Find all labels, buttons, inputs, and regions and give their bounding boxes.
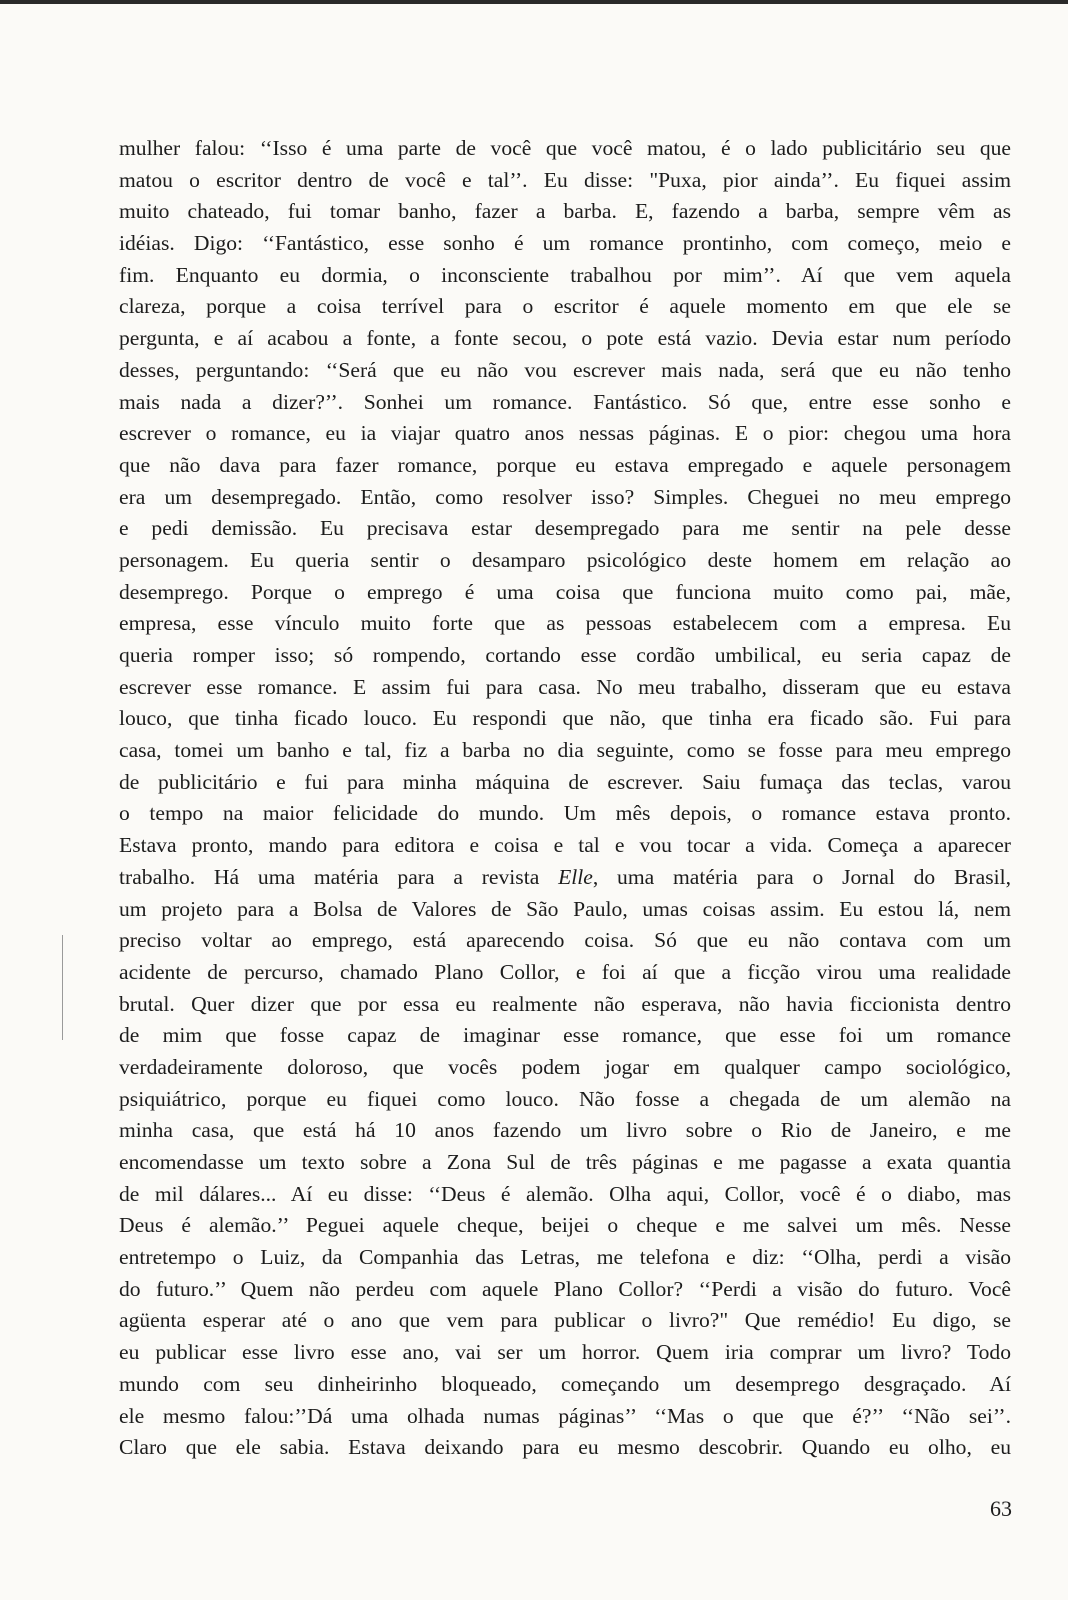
text-line: idéias. Digo: ‘‘Fantástico, esse sonho é um romance prontinho, com começo, meio e xyxy=(119,231,1011,256)
text-line-elle xyxy=(119,862,1011,894)
text-line: e pedi demissão. Eu precisava estar desempregado para me sentir na pele desse xyxy=(119,516,1011,541)
text-line: escrever esse romance. E assim fui para casa. No meu trabalho, disseram que eu estava xyxy=(119,674,1011,699)
text-line: de mim que fosse capaz de imaginar esse romance, que esse foi um romance xyxy=(119,1023,1011,1048)
text-line: era um desempregado. Então, como resolver isso? Simples. Cheguei no meu emprego xyxy=(119,484,1011,509)
text-line: louco, que tinha ficado louco. Eu respondi que não, que tinha era ficado são. Fui para xyxy=(119,706,1011,731)
text-line: Claro que ele sabia. Estava deixando para eu mesmo descobrir. Quando eu olho, eu xyxy=(119,1435,1011,1460)
text-line: pergunta, e aí acabou a fonte, a fonte secou, o pote está vazio. Devia estar num período xyxy=(119,326,1011,351)
text-line: do futuro.’’ Quem não perdeu com aquele Plano Collor? ‘‘Perdi a visão do futuro. Você xyxy=(119,1276,1011,1301)
text-line: mais nada a dizer?’’. Sonhei um romance. Fantástico. Só que, entre esse sonho e xyxy=(119,389,1011,414)
text-line: de mil dálares... Aí eu disse: ‘‘Deus é alemão. Olha aqui, Collor, você é o diabo, mas xyxy=(119,1181,1011,1206)
text-line: verdadeiramente doloroso, que vocês podem jogar em qualquer campo sociológico, xyxy=(119,1054,1011,1079)
text-line: que não dava para fazer romance, porque eu estava empregado e aquele personagem xyxy=(119,452,1011,477)
text-line: Estava pronto, mando para editora e coisa e tal e vou tocar a vida. Começa a aparecer xyxy=(119,833,1011,858)
text-line: empresa, esse vínculo muito forte que as pessoas estabelecem com a empresa. Eu xyxy=(119,611,1011,636)
top-rule xyxy=(0,0,1068,4)
body-text xyxy=(119,133,1011,1464)
text-line: eu publicar esse livro esse ano, vai ser um horror. Quem iria comprar um livro? Todo xyxy=(119,1340,1011,1365)
text-segment: trabalho. Há uma matéria para a revista xyxy=(119,864,559,889)
text-line: acidente de percurso, chamado Plano Collor, e foi aí que a ficção virou uma realidade xyxy=(119,959,1011,984)
text-line: o tempo na maior felicidade do mundo. Um mês depois, o romance estava pronto. xyxy=(119,801,1011,826)
text-line: Deus é alemão.’’ Peguei aquele cheque, beijei o cheque e me salvei um mês. Nesse xyxy=(119,1213,1011,1238)
text-line: fim. Enquanto eu dormia, o inconsciente trabalhou por mim’’. Aí que vem aquela xyxy=(119,262,1011,287)
text-line: desemprego. Porque o emprego é uma coisa que funciona muito como pai, mãe, xyxy=(119,579,1011,604)
text-line: entretempo o Luiz, da Companhia das Letras, me telefona e diz: ‘‘Olha, perdi a visão xyxy=(119,1245,1011,1270)
text-line: desses, perguntando: ‘‘Será que eu não vou escrever mais nada, será que eu não tenho xyxy=(119,357,1011,382)
text-line: mulher falou: ‘‘Isso é uma parte de você que você matou, é o lado publicitário seu que xyxy=(119,136,1011,160)
text-line: mundo com seu dinheirinho bloqueado, começando um desemprego desgraçado. Aí xyxy=(119,1371,1011,1396)
text-line: personagem. Eu queria sentir o desamparo psicológico deste homem em relação ao xyxy=(119,547,1011,572)
text-line: matou o escritor dentro de você e tal’’. Eu disse: "Puxa, pior ainda’’. Eu fiquei assim xyxy=(119,167,1011,192)
text-line: ele mesmo falou:’’Dá uma olhada numas páginas’’ ‘‘Mas o que que é?’’ ‘‘Não sei’’. xyxy=(119,1403,1011,1428)
text-line: clareza, porque a coisa terrível para o escritor é aquele momento em que ele se xyxy=(119,294,1011,319)
text-line: muito chateado, fui tomar banho, fazer a barba. E, fazendo a barba, sempre vêm as xyxy=(119,199,1011,224)
text-line: minha casa, que está há 10 anos fazendo um livro sobre o Rio de Janeiro, e me xyxy=(119,1118,1011,1143)
text-segment: , uma matéria para o Jornal do Brasil, xyxy=(592,864,1011,889)
margin-mark xyxy=(62,935,63,1040)
text-line: agüenta esperar até o ano que vem para publicar o livro?" Que remédio! Eu digo, se xyxy=(119,1308,1011,1333)
text-line: casa, tomei um banho e tal, fiz a barba no dia seguinte, como se fosse para meu emprego xyxy=(119,738,1011,763)
magazine-title: Elle xyxy=(558,864,593,889)
text-line: de publicitário e fui para minha máquina de escrever. Saiu fumaça das teclas, varou xyxy=(119,769,1011,794)
page-number: 63 xyxy=(990,1496,1012,1521)
text-line: queria romper isso; só rompendo, cortando esse cordão umbilical, eu seria capaz de xyxy=(119,643,1011,667)
text-line: encomendasse um texto sobre a Zona Sul de três páginas e me pagasse a exata quantia xyxy=(119,1150,1011,1174)
text-line: brutal. Quer dizer que por essa eu realmente não esperava, não havia ficcionista dentro xyxy=(119,991,1011,1016)
text-line: psiquiátrico, porque eu fiquei como louco. Não fosse a chegada de um alemão na xyxy=(119,1086,1011,1111)
text-line: um projeto para a Bolsa de Valores de São Paulo, umas coisas assim. Eu estou lá, nem xyxy=(119,896,1011,921)
text-line: preciso voltar ao emprego, está aparecendo coisa. Só que eu não contava com um xyxy=(119,928,1011,953)
text-line: escrever o romance, eu ia viajar quatro anos nessas páginas. E o pior: chegou uma hora xyxy=(119,421,1011,446)
